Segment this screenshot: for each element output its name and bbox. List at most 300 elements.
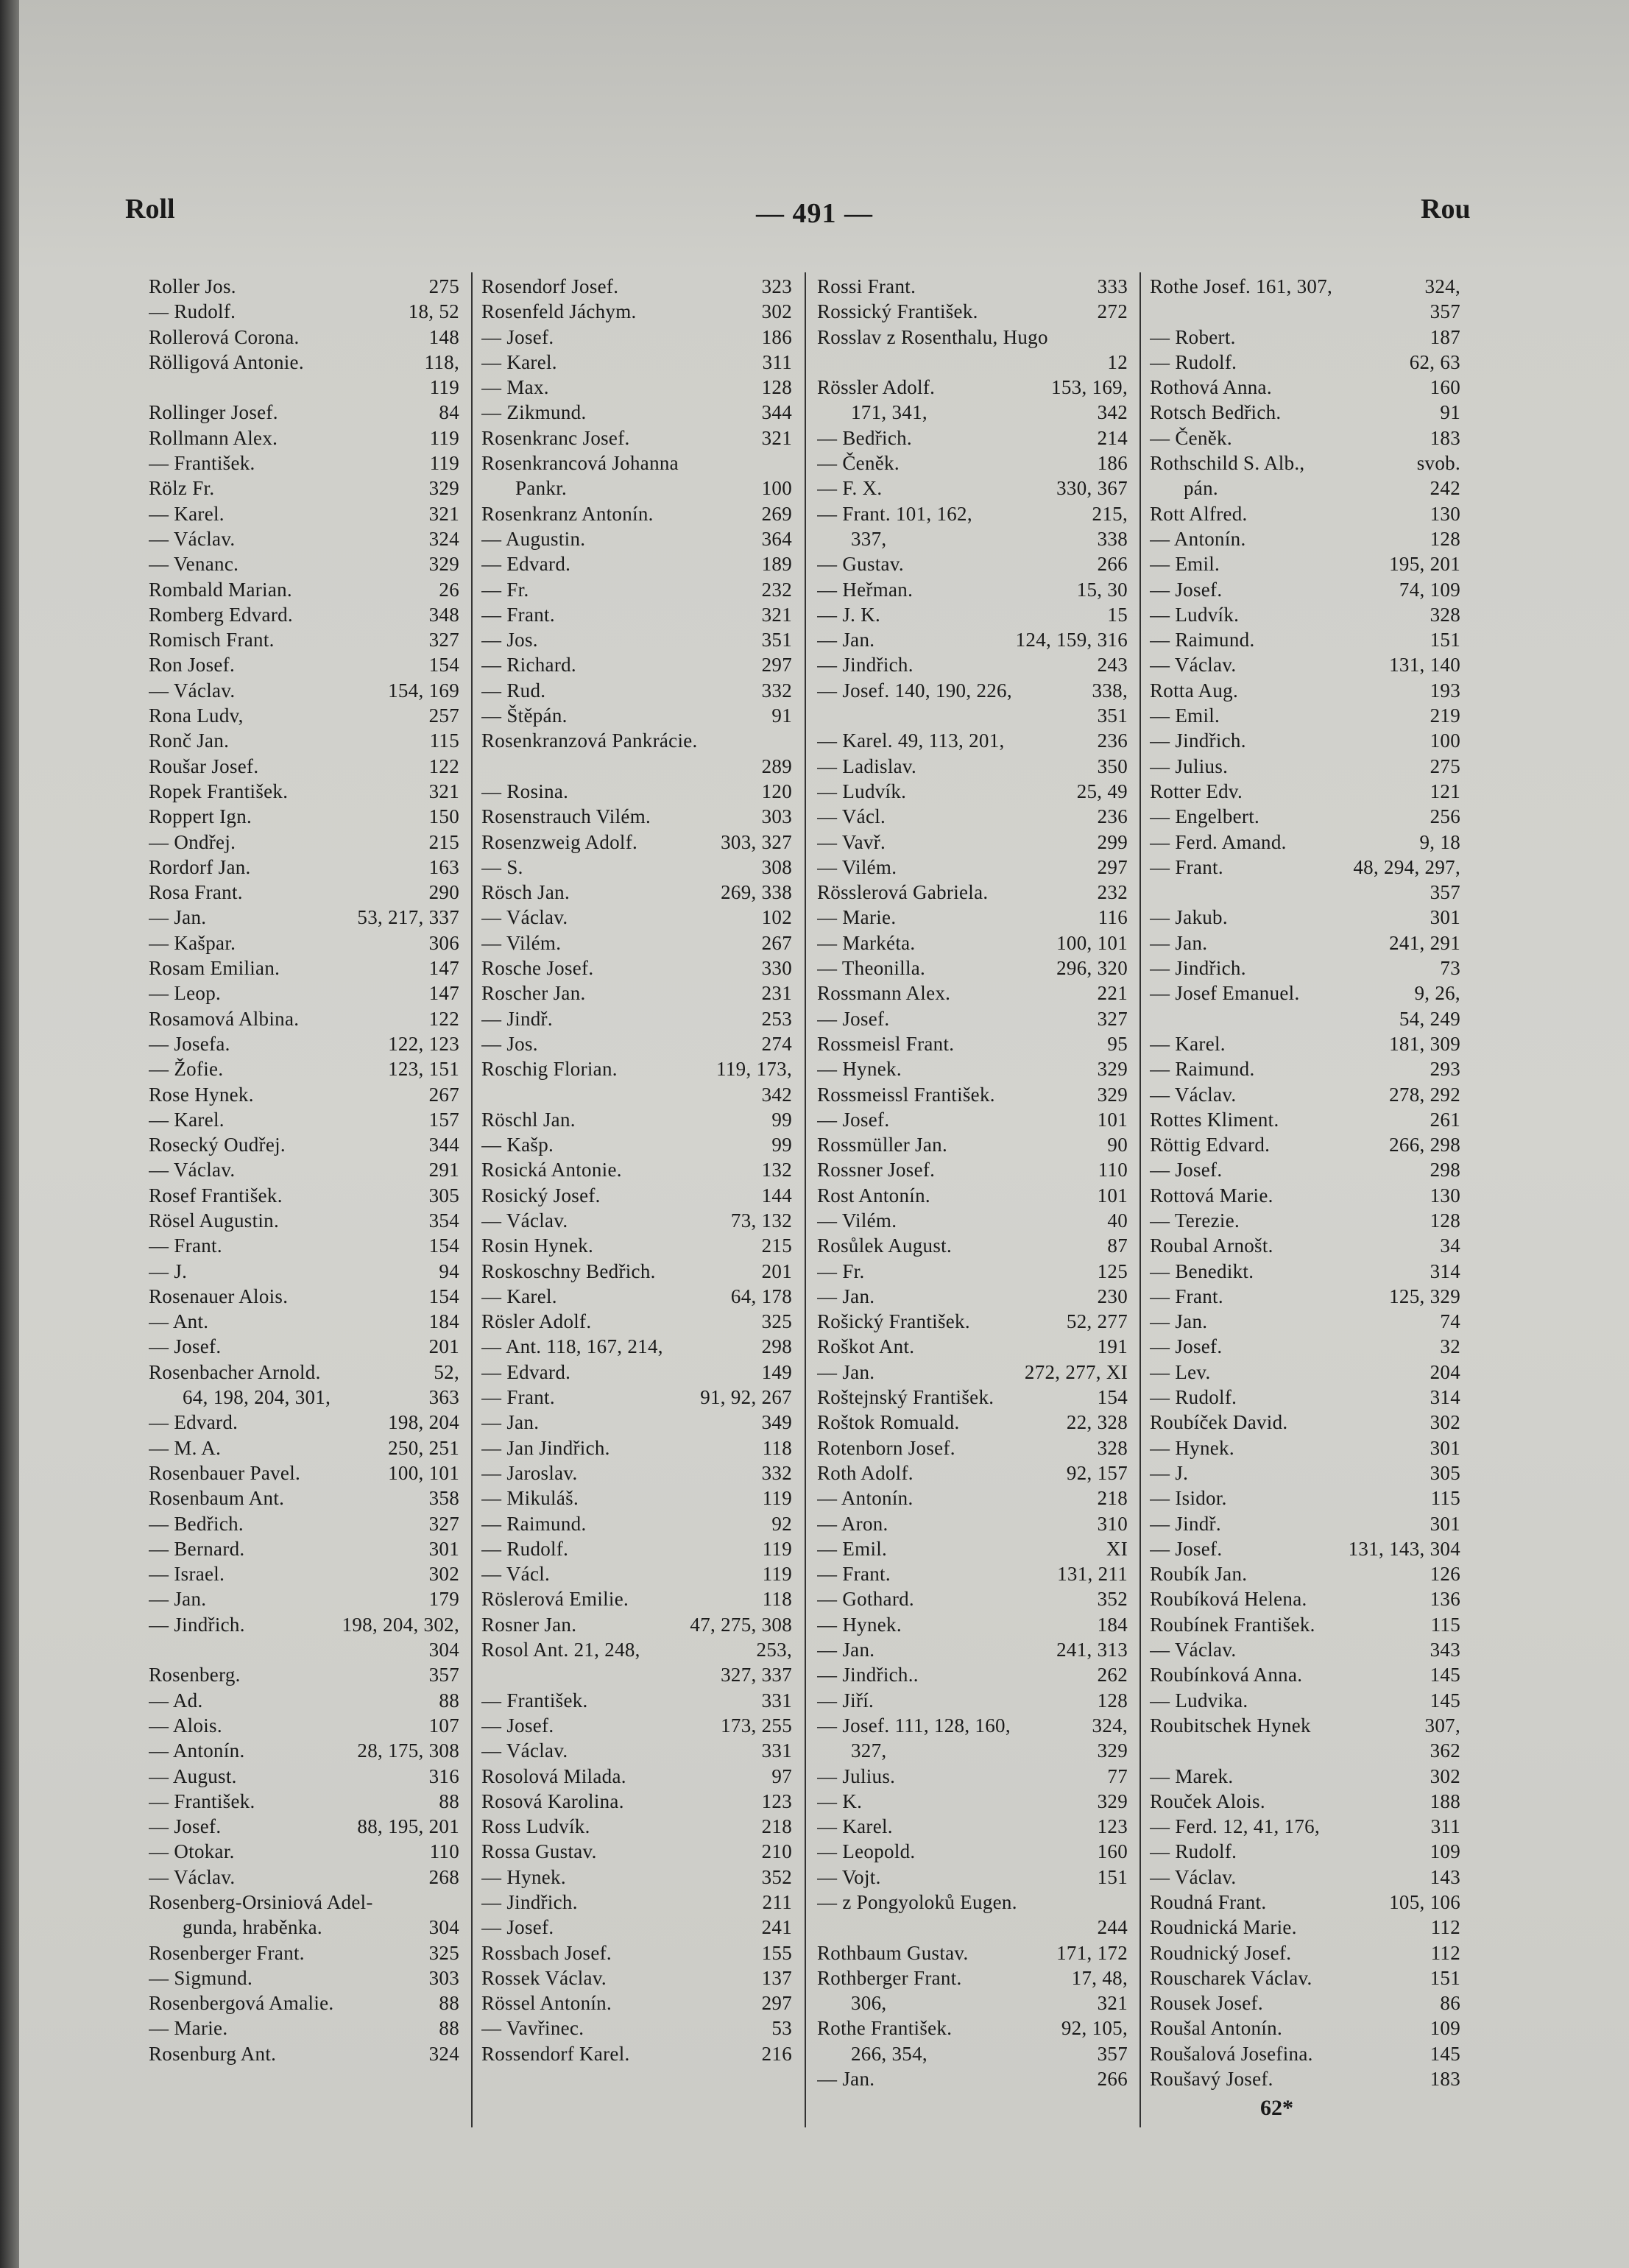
entry-name: — Jan. [817,1639,875,1661]
entry-pages: 90 [1107,1134,1128,1156]
index-entry [1150,1006,1460,1031]
entry-pages: 298 [1430,1159,1460,1181]
entry-pages: 143 [1430,1865,1460,1888]
index-entry [1150,1259,1460,1284]
entry-name: — Augustin. [481,527,586,550]
entry-pages: 302 [1430,1411,1460,1434]
index-entry [481,880,792,905]
index-entry [817,1738,1128,1763]
index-entry [1150,1536,1460,1561]
entry-name: — Bernard. [149,1537,245,1560]
entry-name [481,1662,716,1687]
index-entry [149,1511,459,1536]
entry-name: Roubal Arnošt. [1150,1234,1273,1257]
index-entry [149,350,459,375]
index-entry [1150,1082,1460,1107]
entry-name: Rose Hynek. [149,1083,254,1106]
index-entry [481,1612,792,1637]
entry-name: — Rudolf. [149,300,236,323]
entry-name: — Marek. [1150,1764,1234,1787]
header-left-keyword: Roll [125,194,175,225]
entry-name [1150,299,1426,324]
entry-pages [788,728,792,753]
index-entry [481,652,792,677]
index-entry [481,1764,792,1789]
entry-pages: 97 [771,1764,792,1787]
entry-name: — Václav. [149,1865,236,1888]
index-entry [1150,476,1460,501]
entry-name: Roller Jos. [149,275,236,297]
entry-pages: 124, 159, 316 [1015,629,1128,651]
entry-name: — Robert. [1150,325,1236,348]
index-column-1 [149,274,459,2066]
index-entry [1150,1940,1460,1965]
index-entry [481,1132,792,1157]
index-entry [1150,1915,1460,1940]
entry-pages: 88 [439,1689,459,1711]
entry-name: Rossner Josef. [817,1159,936,1181]
page-number: — 491 — [756,198,873,229]
entry-pages: 204 [1430,1360,1460,1383]
entry-name: — Frant. [1150,855,1223,878]
entry-name: — Terezie. [1150,1209,1240,1232]
entry-pages: 329 [1097,1058,1128,1081]
index-entry [481,1309,792,1334]
index-entry [149,1764,459,1789]
index-entry [149,1460,459,1485]
index-entry [149,1284,459,1309]
entry-name: Rotsch Bedřich. [1150,401,1282,424]
index-entry [1150,375,1460,400]
index-entry [1150,451,1460,476]
entry-name: — Bedřich. [149,1512,244,1535]
entry-name: Ross Ludvík. [481,1815,590,1838]
entry-pages: 22, 328 [1066,1411,1128,1434]
index-entry [481,1814,792,1839]
index-entry [481,1360,792,1385]
entry-pages: 253 [761,1007,792,1030]
entry-pages: 136 [1430,1588,1460,1611]
index-entry [481,1662,792,1687]
entry-pages: 15, 30 [1076,578,1128,601]
entry-name: — Frant. [817,1563,891,1586]
index-entry [149,1940,459,1965]
index-entry [481,1561,792,1586]
index-entry [817,1435,1128,1460]
entry-name: — Rud. [481,679,546,702]
entry-name: — Josef. [481,325,554,348]
entry-name: Rölz Fr. [149,477,215,500]
index-entry [817,1233,1128,1258]
entry-pages: 244 [1097,1916,1128,1939]
entry-pages: 179 [428,1588,459,1611]
entry-name: Roscher Jan. [481,982,586,1005]
entry-name: — Otokar. [149,1840,235,1863]
entry-name: — Josef. [1150,1335,1223,1358]
entry-pages: 250, 251 [388,1436,459,1459]
index-entry [1150,274,1460,299]
entry-name: Rouscharek Václav. [1150,1966,1312,1989]
index-entry [149,1713,459,1738]
entry-name: — Edvard. [481,1360,571,1383]
entry-pages: 148 [428,325,459,348]
entry-pages: 293 [1430,1058,1460,1081]
index-entry [149,274,459,299]
entry-name: — Čeněk. [1150,426,1232,449]
entry-name: Rosamová Albina. [149,1007,300,1030]
index-entry [817,325,1128,350]
index-entry [817,830,1128,855]
entry-name: Rössler Adolf. [817,376,936,399]
entry-name: — Frant. [481,1386,555,1409]
entry-pages: 88 [439,2017,459,2040]
entry-pages: 297 [1097,855,1128,878]
index-entry [481,350,792,375]
entry-pages: 299 [1097,830,1128,853]
entry-name: — Jan Jindřich. [481,1436,610,1459]
entry-name: — Hynek. [817,1613,902,1636]
entry-pages: 210 [761,1840,792,1863]
index-entry [149,1157,459,1182]
index-entry [481,299,792,324]
entry-pages: 123 [761,1790,792,1812]
entry-name: — Edvard. [149,1411,238,1434]
entry-name: — Raimund. [481,1512,587,1535]
entry-pages: 91, 92, 267 [700,1386,792,1409]
entry-pages: 303 [761,805,792,828]
index-entry [1150,1511,1460,1536]
signature-mark: 62* [1260,2096,1293,2120]
index-entry [481,779,792,804]
index-entry [149,652,459,677]
entry-pages: 28, 175, 308 [357,1739,459,1762]
entry-pages: 131, 140 [1389,654,1460,676]
index-entry [481,1965,792,1990]
entry-name: — Emil. [1150,704,1220,727]
index-entry [481,551,792,576]
entry-pages: 351 [761,629,792,651]
entry-name: Röslerová Emilie. [481,1588,629,1611]
entry-name: — Julius. [1150,755,1229,777]
index-entry [817,400,1128,425]
entry-pages: 100, 101 [1056,931,1128,954]
entry-pages: 115 [1430,1487,1460,1510]
entry-pages: 349 [761,1411,792,1434]
index-entry [1150,905,1460,930]
index-entry [481,325,792,350]
index-entry [149,1789,459,1814]
index-entry [817,955,1128,981]
entry-name: — Rudolf. [1150,1386,1237,1409]
entry-pages: 94 [439,1260,459,1282]
entry-pages: 122, 123 [388,1032,459,1055]
entry-name: — Hynek. [481,1865,566,1888]
index-entry [817,2016,1128,2041]
entry-pages: 236 [1097,729,1128,752]
entry-pages: 241, 313 [1056,1639,1128,1661]
entry-name: — Jan. [1150,1310,1208,1333]
entry-pages: 91 [771,704,792,727]
entry-pages: 73 [1440,957,1460,980]
entry-pages: 301 [1430,1512,1460,1535]
index-entry [481,1284,792,1309]
entry-name: Rossmeisl Frant. [817,1032,955,1055]
entry-name: Roubínková Anna. [1150,1664,1303,1686]
entry-pages: 119 [762,1563,792,1586]
entry-pages: 130 [1430,502,1460,525]
entry-pages: 321 [761,603,792,626]
index-entry [817,602,1128,627]
index-entry [481,1890,792,1915]
entry-name: Roušavý Josef. [1150,2068,1273,2091]
entry-pages: 289 [761,755,792,777]
index-entry [149,1688,459,1713]
entry-pages: 183 [1430,426,1460,449]
entry-pages: 130 [1430,1184,1460,1207]
entry-name: — Bedřich. [817,426,912,449]
entry-pages: 201 [761,1260,792,1282]
entry-pages: 301 [428,1537,459,1560]
index-entry [481,501,792,526]
entry-name: — Antonín. [149,1739,245,1762]
index-entry [817,1612,1128,1637]
entry-name: Roubíček David. [1150,1411,1288,1434]
entry-pages: 329 [428,477,459,500]
entry-pages: 122 [428,1007,459,1030]
entry-pages: 154 [428,654,459,676]
entry-pages: 101 [1097,1108,1128,1131]
entry-pages: 119 [429,452,459,475]
index-entry [817,1713,1128,1738]
entry-name: Rossmüller Jan. [817,1134,947,1156]
index-entry [817,1006,1128,1031]
entry-pages: 321 [761,426,792,449]
entry-pages: 362 [1430,1739,1460,1762]
index-entry [1150,880,1460,905]
index-entry [817,1561,1128,1586]
index-entry [1150,1637,1460,1662]
index-entry [481,451,792,476]
entry-name: Rotenborn Josef. [817,1436,955,1459]
entry-pages: 91 [1440,401,1460,424]
entry-pages: 74, 109 [1399,578,1460,601]
entry-name: Rölligová Antonie. [149,350,304,373]
entry-name: — Rosina. [481,780,569,802]
index-entry [481,274,792,299]
entry-pages: 131, 211 [1057,1563,1128,1586]
index-entry [817,299,1128,324]
entry-name: — Václav. [149,1159,236,1181]
entry-pages: 257 [428,704,459,727]
index-entry [481,1485,792,1511]
entry-name: — Marie. [149,2017,228,2040]
entry-name: Romberg Edvard. [149,603,293,626]
index-entry [149,2016,459,2041]
entry-pages: 216 [761,2042,792,2065]
index-entry [1150,501,1460,526]
entry-name: — Jindř. [481,1007,553,1030]
entry-pages: 34 [1440,1234,1460,1257]
index-entry [1150,526,1460,551]
entry-pages: 119 [429,426,459,449]
index-entry [1150,1738,1460,1763]
index-entry [481,1208,792,1233]
entry-name: Rosenberger Frant. [149,1941,305,1964]
entry-name: — Jaroslav. [481,1461,578,1484]
index-entry [149,1990,459,2016]
entry-pages: 125, 329 [1389,1285,1460,1307]
entry-name: Rona Ludv, [149,704,244,727]
index-entry [1150,1485,1460,1511]
index-entry [149,678,459,703]
entry-pages: 267 [428,1083,459,1106]
entry-pages: 52, 277 [1066,1310,1128,1333]
entry-pages: 311 [1430,1815,1460,1838]
index-entry [817,1637,1128,1662]
index-entry [481,476,792,501]
entry-pages: 344 [428,1134,459,1156]
entry-name: Rosenzweig Adolf. [481,830,638,853]
entry-pages: 342 [761,1083,792,1106]
entry-pages: 151 [1430,1966,1460,1989]
index-entry [817,627,1128,652]
entry-name: — J. [149,1260,188,1282]
entry-name: — Václav. [1150,1639,1237,1661]
index-entry [817,1915,1128,1940]
entry-name: Roubík Jan. [1150,1563,1248,1586]
entry-name: Rosendorf Josef. [481,275,619,297]
entry-pages: 184 [1097,1613,1128,1636]
index-entry [1150,577,1460,602]
entry-pages: 105, 106 [1389,1891,1460,1913]
index-entry [481,955,792,981]
entry-name: — Antonín. [817,1487,914,1510]
entry-name: Röschl Jan. [481,1108,576,1131]
index-entry [817,350,1128,375]
index-entry [1150,1688,1460,1713]
index-entry [149,981,459,1006]
entry-pages: 241 [761,1916,792,1939]
entry-pages: 47, 275, 308 [690,1613,792,1636]
index-entry [481,855,792,880]
entry-pages: 151 [1097,1865,1128,1888]
entry-name: Rosner Jan. [481,1613,577,1636]
entry-name: — Aron. [817,1512,888,1535]
entry-name: — Rudolf. [1150,1840,1237,1863]
entry-name [1150,880,1426,905]
entry-pages: 100, 101 [388,1461,459,1484]
entry-name: — Josef. [481,1916,554,1939]
index-entry [481,375,792,400]
entry-pages: 338, [1092,679,1128,702]
index-entry [481,804,792,829]
index-entry [149,804,459,829]
entry-pages: 321 [428,780,459,802]
entry-name: — František. [481,1689,588,1711]
entry-pages: 214 [1097,426,1128,449]
entry-name: Roudná Frant. [1150,1891,1267,1913]
entry-pages: 330 [761,957,792,980]
entry-name: Rothová Anna. [1150,376,1272,399]
entry-name: — Václav. [481,1739,568,1762]
entry-pages: 131, 143, 304 [1348,1537,1460,1560]
entry-pages: 236 [1097,805,1128,828]
entry-pages: 301 [1430,906,1460,929]
entry-name: — Štěpán. [481,704,568,727]
entry-name: — Václav. [149,527,236,550]
index-entry [817,703,1128,728]
index-entry [481,728,792,753]
entry-name: — Jan. [149,906,207,929]
entry-pages: 261 [1430,1108,1460,1131]
entry-name: — M. A. [149,1436,222,1459]
index-entry [481,1713,792,1738]
entry-pages: 145 [1430,1664,1460,1686]
index-entry [817,1360,1128,1385]
entry-name: Rosenburg Ant. [149,2042,277,2065]
index-entry [481,1031,792,1056]
entry-pages: 272, 277, XI [1024,1360,1128,1383]
index-entry [817,728,1128,753]
index-entry [817,678,1128,703]
entry-name: — Jiří. [817,1689,874,1711]
index-entry [1150,652,1460,677]
entry-pages: 241, 291 [1389,931,1460,954]
entry-name [481,754,757,779]
index-entry [481,930,792,955]
entry-name: — Josef. [149,1815,222,1838]
entry-pages: 303, 327 [721,830,792,853]
index-entry [817,501,1128,526]
entry-name: — Jindřich. [149,1613,245,1636]
entry-pages: 316 [428,1764,459,1787]
index-entry [817,476,1128,501]
entry-name: Roušal Antonín. [1150,2017,1283,2040]
entry-name: — Frant. 101, 162, [817,502,972,525]
entry-name: Rosenauer Alois. [149,1285,289,1307]
entry-name: Roušar Josef. [149,755,259,777]
index-entry [149,577,459,602]
entry-name: — Frant. [149,1234,222,1257]
entry-name [149,1637,425,1662]
entry-name: Rosický Josef. [481,1184,601,1207]
entry-name: — Antonín. [1150,527,1246,550]
entry-name: — Čeněk. [817,452,900,475]
index-entry [149,905,459,930]
entry-pages: 308 [761,855,792,878]
entry-pages: 327 [428,1512,459,1535]
entry-pages: 102 [761,906,792,929]
entry-pages: 132 [761,1159,792,1181]
entry-pages: 266 [1097,553,1128,576]
index-entry [149,1561,459,1586]
index-entry [481,1082,792,1107]
index-entry [149,1612,459,1637]
index-entry [1150,627,1460,652]
entry-name: — Ad. [149,1689,203,1711]
index-entry [1150,855,1460,880]
entry-name: Rosam Emilian. [149,957,280,980]
entry-name: — Ant. 118, 167, 214, [481,1335,663,1358]
entry-name: — Josef. [817,1007,890,1030]
entry-pages: 266, 298 [1389,1134,1460,1156]
index-entry [1150,1965,1460,1990]
entry-name: Roskoschny Bedřich. [481,1260,656,1282]
index-entry [1150,602,1460,627]
entry-pages: 215 [428,830,459,853]
entry-pages: 109 [1430,2017,1460,2040]
entry-pages: XI [1106,1537,1128,1560]
